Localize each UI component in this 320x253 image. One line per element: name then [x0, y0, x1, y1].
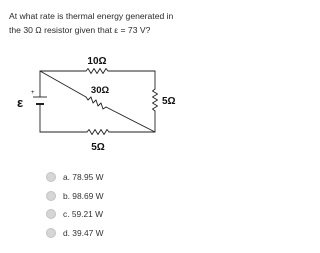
right-resistor-label: 5Ω	[162, 96, 176, 107]
radio-d[interactable]	[46, 228, 56, 238]
bottom-resistor	[87, 130, 109, 135]
bottom-resistor-label: 5Ω	[91, 142, 105, 153]
top-resistor-label: 10Ω	[87, 56, 107, 67]
top-resistor	[86, 69, 108, 74]
answer-option-a[interactable]	[46, 168, 196, 186]
answer-options	[46, 168, 196, 242]
answer-option-c[interactable]	[46, 205, 196, 223]
radio-b[interactable]	[46, 191, 56, 201]
emf-label: ε	[17, 95, 24, 110]
radio-a[interactable]	[46, 172, 56, 182]
right-resistor	[153, 89, 158, 111]
diagonal-wire-bottom	[106, 107, 155, 132]
question-line-1: At what rate is thermal energy generated in	[9, 11, 174, 21]
answer-option-d[interactable]	[46, 224, 196, 242]
diagonal-resistor	[86, 97, 106, 109]
diagonal-wire-top	[40, 71, 86, 97]
answer-label-a: a. 78.95 W	[63, 172, 104, 182]
diagonal-resistor-label: 30Ω	[90, 85, 110, 96]
answer-option-b[interactable]	[46, 187, 196, 205]
battery-plus-label: +	[31, 90, 35, 96]
answer-label-c: c. 59.21 W	[63, 209, 104, 219]
answer-label-d: d. 39.47 W	[63, 227, 104, 238]
question-line-2: the 30 Ω resistor given that ε = 73 V?	[9, 24, 151, 35]
answer-label-b: b. 98.69 W	[63, 190, 104, 201]
radio-c[interactable]	[46, 209, 56, 219]
